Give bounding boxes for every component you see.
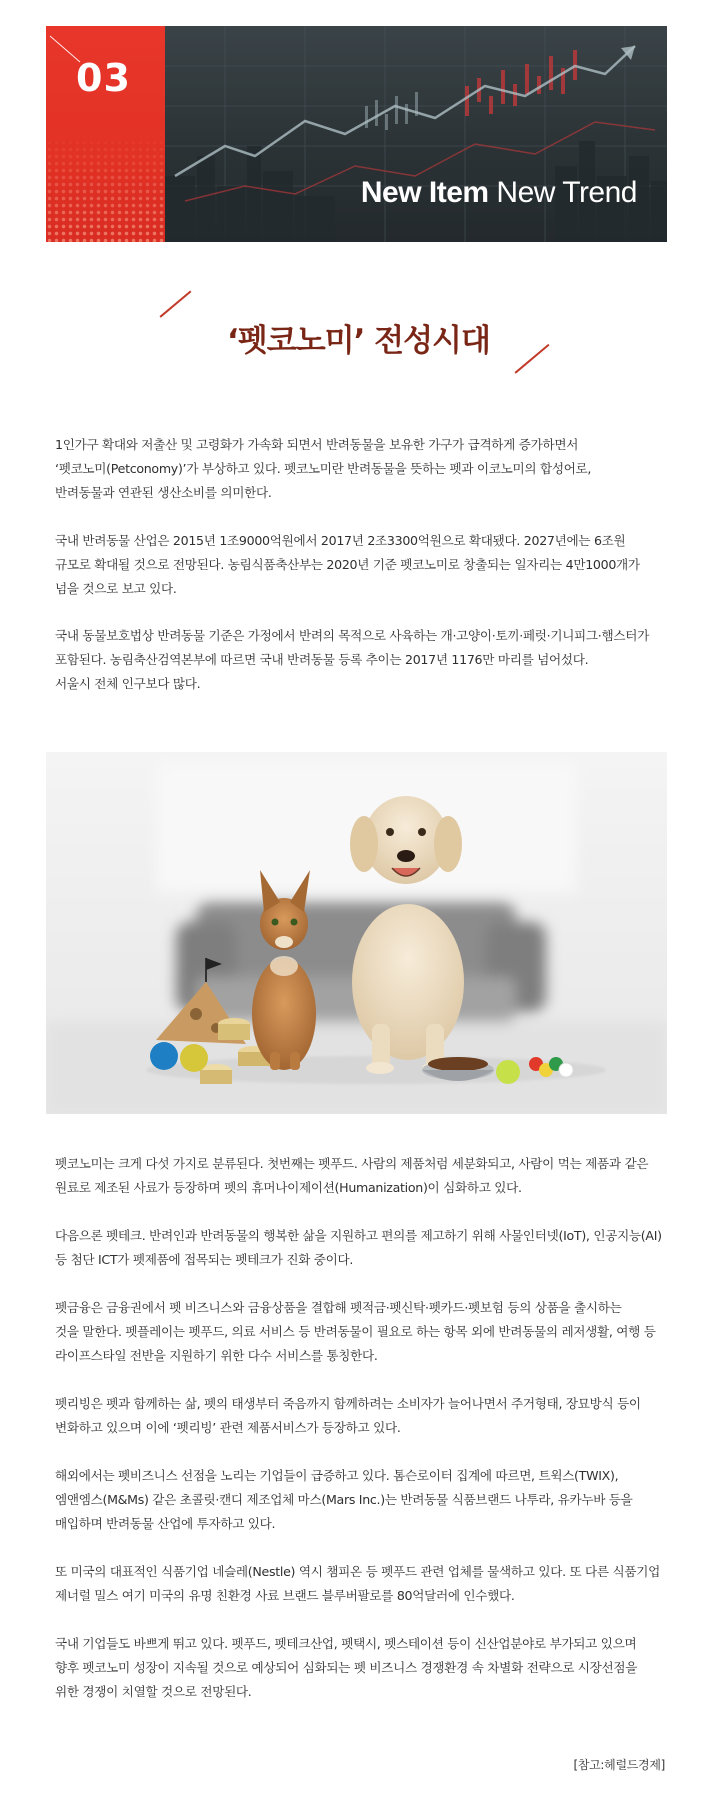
page-title: ‘펫코노미’ 전성시대	[227, 323, 490, 359]
intro-paragraph-1	[55, 433, 665, 505]
banner-number-block	[46, 26, 165, 242]
text-line: 넘을 것으로 보고 있다.	[55, 581, 177, 596]
heading-decoration-line-left	[160, 290, 192, 317]
text-line: 다음으론 펫테크. 반려인과 반려동물의 행복한 삶을 지원하고 편의를 제고하기 위해 사물인터넷(IoT), 인공지능(AI)	[55, 1228, 662, 1243]
text-line: 라이프스타일 전반을 지원하기 위한 다수 서비스를 통칭한다.	[55, 1348, 378, 1363]
body-paragraph-5	[55, 1464, 665, 1536]
body-paragraph-3	[55, 1296, 665, 1368]
text-line: 규모로 확대될 것으로 전망된다. 농림식품축산부는 2020년 기준 펫코노미로 창출되는 일자리는 4만1000개가	[55, 557, 640, 572]
yarn-ball-blue-icon	[150, 1042, 178, 1070]
text-line: 또 미국의 대표적인 식품기업 네슬레(Nestle) 역시 챔피온 등 펫푸드 관련 업체를 물색하고 있다. 또 다른 식품기업	[55, 1564, 660, 1579]
text-line: 변화하고 있으며 이에 ‘펫리빙’ 관련 제품서비스가 등장하고 있다.	[55, 1420, 401, 1435]
banner-title-light: New Trend	[496, 176, 637, 209]
body-paragraph-1	[55, 1152, 665, 1200]
banner-title	[361, 176, 637, 210]
pet-photo	[46, 752, 667, 1114]
text-line: 포함된다. 농림축산검역본부에 따르면 국내 반려동물 등록 추이는 2017년 1176만 마리를 넘어섰다.	[55, 652, 589, 667]
text-line: 위한 경쟁이 치열할 것으로 전망된다.	[55, 1684, 252, 1699]
body-paragraph-7	[55, 1632, 665, 1704]
text-line: ‘펫코노미(Petconomy)’가 부상하고 있다. 펫코노미란 반려동물을 뜻하는 펫과 이코노미의 합성어로,	[55, 461, 592, 476]
banner-title-bold: New Item	[360, 176, 489, 209]
intro-paragraph-2	[55, 529, 665, 601]
text-line: 펫금융은 금융권에서 펫 비즈니스와 금융상품을 결합해 펫적금·펫신탁·펫카드·펫보험 등의 상품을 출시하는	[55, 1300, 622, 1315]
body-paragraph-2	[55, 1224, 665, 1272]
text-line: 엠앤엠스(M&Ms) 같은 초콜릿·캔디 제조업체 마스(Mars Inc.)는 반려동물 식품브랜드 나투라, 유카누바 등을	[55, 1492, 633, 1507]
body-paragraph-4	[55, 1392, 665, 1440]
section-number: 03	[76, 56, 131, 100]
tennis-ball-icon	[496, 1060, 520, 1084]
text-line: 향후 펫코노미 성장이 지속될 것으로 예상되어 심화되는 펫 비즈니스 경쟁환경 속 차별화 전략으로 시장선점을	[55, 1660, 638, 1675]
source-citation: [참고:헤럴드경제]	[573, 1758, 665, 1772]
text-line: 국내 반려동물 산업은 2015년 1조9000억원에서 2017년 2조3300억원으로 확대됐다. 2027년에는 6조원	[55, 533, 626, 548]
section-banner	[46, 26, 667, 242]
text-line: 서울시 전체 인구보다 많다.	[55, 676, 201, 691]
text-line: 1인가구 확대와 저출산 및 고령화가 가속화 되면서 반려동물을 보유한 가구가 급격하게 증가하면서	[55, 437, 579, 452]
text-line: 제너럴 밀스 여기 미국의 유명 친환경 사료 브랜드 블루버팔로를 80억달러에 인수했다.	[55, 1588, 515, 1603]
text-line: 반려동물과 연관된 생산소비를 의미한다.	[55, 485, 272, 500]
text-line: 국내 기업들도 바쁘게 뛰고 있다. 펫푸드, 펫테크산업, 펫택시, 펫스테이션 등이 신산업분야로 부가되고 있으며	[55, 1636, 637, 1651]
text-line: 펫코노미는 크게 다섯 가지로 분류된다. 첫번째는 펫푸드. 사람의 제품처럼 세분화되고, 사람이 먹는 제품과 같은	[55, 1156, 649, 1171]
intro-paragraph-3	[55, 624, 665, 696]
yarn-ball-yellow-icon	[180, 1044, 208, 1072]
text-line: 등 첨단 ICT가 펫제품에 접목되는 펫테크가 진화 중이다.	[55, 1252, 354, 1267]
text-line: 원료로 제조된 사료가 등장하며 펫의 휴머나이제이션(Humanization)이 심화하고 있다.	[55, 1180, 522, 1195]
text-line: 해외에서는 펫비즈니스 선점을 노리는 기업들이 급증하고 있다. 톰슨로이터 집계에 따르면, 트윅스(TWIX),	[55, 1468, 619, 1483]
text-line: 매입하며 반려동물 산업에 투자하고 있다.	[55, 1516, 276, 1531]
text-line: 국내 동물보호법상 반려동물 기준은 가정에서 반려의 목적으로 사육하는 개·고양이·토끼·페럿·기니피그·햄스터가	[55, 628, 649, 643]
body-paragraph-6	[55, 1560, 665, 1608]
text-line: 펫리빙은 펫과 함께하는 삶, 펫의 태생부터 죽음까지 함께하려는 소비자가 늘어나면서 주거형태, 장묘방식 등이	[55, 1396, 641, 1411]
cat-dog-pet-supplies-icon	[46, 752, 667, 1114]
dog-icon	[350, 796, 464, 1074]
text-line: 것을 말한다. 펫플레이는 펫푸드, 의료 서비스 등 반려동물이 필요로 하는 항목 외에 반려동물의 레저생활, 여행 등	[55, 1324, 656, 1339]
